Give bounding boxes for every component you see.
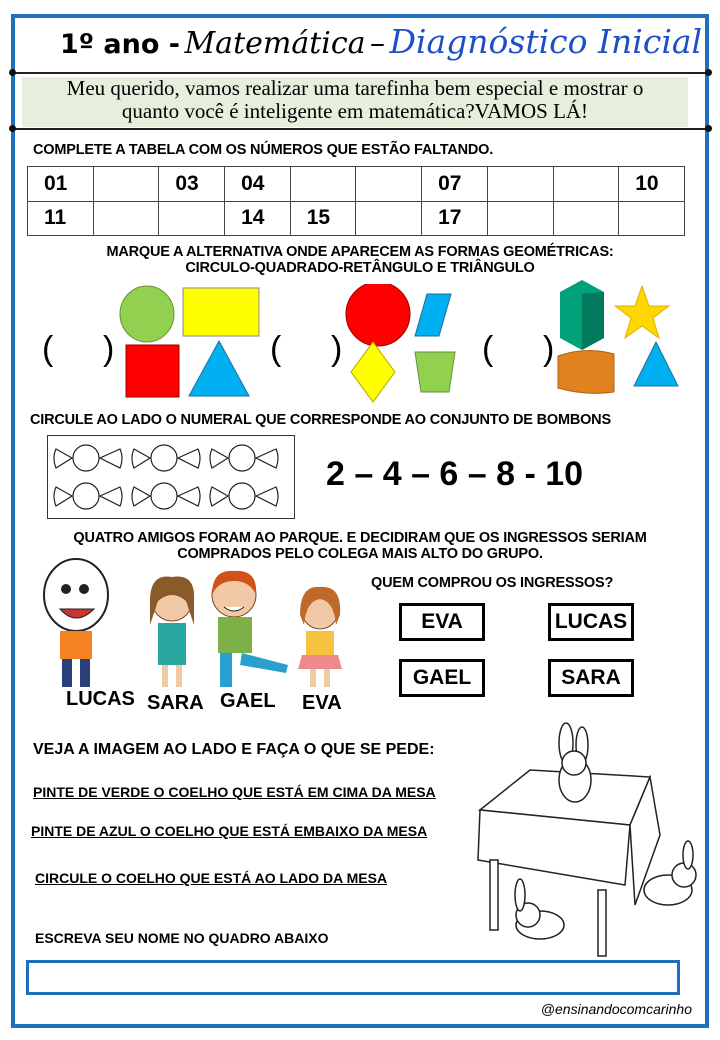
section4-line-2: COMPRADOS PELO COLEGA MAIS ALTO DO GRUPO. — [177, 546, 543, 562]
red-rectangle-icon — [126, 345, 179, 397]
rabbit-under-table-icon — [515, 879, 564, 939]
blue-triangle-icon — [189, 341, 249, 396]
intro-line-1: Meu querido, vamos realizar uma tarefinha bem especial e mostrar o — [66, 76, 644, 100]
table-cell-blank[interactable] — [93, 201, 159, 236]
section3-instruction: CIRCULE AO LADO O NUMERAL QUE CORRESPONDE AO CONJUNTO DE BOMBONS — [30, 412, 611, 428]
table-cell: 14 — [225, 201, 291, 236]
intro-line-2: quanto você é inteligente em matemática?VAMOS LÁ! — [121, 99, 589, 123]
table-cell-blank[interactable] — [356, 201, 422, 236]
section5-instruction: VEJA A IMAGEM AO LADO E FAÇA O QUE SE PEDE: — [33, 741, 435, 758]
answer-option-eva[interactable]: EVA — [399, 603, 485, 641]
option3-shapes — [556, 280, 684, 400]
option3-open-paren[interactable]: ( — [482, 330, 494, 368]
table-cell: 01 — [28, 167, 94, 202]
candy-icon — [54, 483, 122, 509]
question-label: QUEM COMPROU OS INGRESSOS? — [371, 575, 614, 591]
table-cell: 04 — [225, 167, 291, 202]
section4-line-1: QUATRO AMIGOS FORAM AO PARQUE. E DECIDIRAM QUE OS INGRESSOS SERIAM — [73, 530, 647, 546]
yellow-star-icon — [615, 286, 669, 338]
table-rabbits-illustration — [470, 715, 710, 960]
page-title — [60, 22, 703, 72]
candy-icon — [210, 483, 278, 509]
section2-line-2: CIRCULO-QUADRADO-RETÂNGULO E TRIÂNGULO — [185, 260, 535, 276]
answer-option-lucas[interactable]: LUCAS — [548, 603, 634, 641]
task-green: PINTE DE VERDE O COELHO QUE ESTÁ EM CIMA DA MESA — [33, 784, 436, 800]
table-cell: 07 — [422, 167, 488, 202]
kids-illustration — [38, 555, 358, 695]
task-circle: CIRCULE O COELHO QUE ESTÁ AO LADO DA MESA — [35, 870, 388, 886]
kid-name-eva: EVA — [302, 692, 342, 714]
blue-triangle-icon — [634, 342, 678, 386]
lucas-figure-icon — [44, 559, 108, 687]
candy-icon — [210, 445, 278, 471]
candy-icon — [132, 483, 200, 509]
table-cell-blank[interactable] — [487, 201, 553, 236]
candy-icons — [48, 436, 294, 518]
name-input-box[interactable] — [26, 960, 680, 995]
number-choices[interactable]: 2 – 4 – 6 – 8 - 10 — [326, 455, 584, 493]
section2-instruction — [0, 244, 720, 276]
option2-shapes — [345, 284, 470, 404]
option1-close-paren[interactable]: ) — [103, 330, 115, 368]
name-prompt: ESCREVA SEU NOME NO QUADRO ABAIXO — [35, 930, 329, 946]
table-cell: 03 — [159, 167, 225, 202]
divider-bottom — [12, 128, 709, 130]
blue-parallelogram-icon — [415, 294, 451, 336]
table-cell: 11 — [28, 201, 94, 236]
table-cell-blank[interactable] — [356, 167, 422, 202]
candy-icon — [54, 445, 122, 471]
table-cell-blank[interactable] — [553, 167, 619, 202]
candy-set — [47, 435, 295, 519]
divider-dot — [705, 125, 712, 132]
task-blue: PINTE DE AZUL O COELHO QUE ESTÁ EMBAIXO DA MESA — [31, 823, 428, 839]
intro-text — [22, 77, 688, 127]
green-ellipse-icon — [120, 286, 174, 342]
section2-line-1: MARQUE A ALTERNATIVA ONDE APARECEM AS FORMAS GEOMÉTRICAS: — [106, 244, 614, 260]
table-cell-blank[interactable] — [93, 167, 159, 202]
table-cell-blank[interactable] — [619, 201, 685, 236]
divider-dot — [705, 69, 712, 76]
option2-open-paren[interactable]: ( — [270, 330, 282, 368]
divider-top — [12, 72, 709, 74]
table-cell: 10 — [619, 167, 685, 202]
option1-open-paren[interactable]: ( — [42, 330, 54, 368]
divider-dot — [9, 69, 16, 76]
title-dash: – — [370, 26, 386, 61]
kid-name-sara: SARA — [147, 692, 204, 714]
answer-option-gael[interactable]: GAEL — [399, 659, 485, 697]
table-cell-blank[interactable] — [553, 201, 619, 236]
option3-close-paren[interactable]: ) — [543, 330, 555, 368]
orange-cylinder-icon — [558, 350, 614, 393]
subject-label: Matemática — [184, 26, 366, 61]
eva-figure-icon — [298, 587, 342, 687]
answer-option-sara[interactable]: SARA — [548, 659, 634, 697]
rabbit-on-table-icon — [559, 723, 591, 802]
table-cell: 15 — [290, 201, 356, 236]
credit-handle: @ensinandocomcarinho — [540, 1001, 692, 1017]
option1-shapes — [115, 284, 265, 399]
number-table — [27, 166, 685, 236]
table-cell-blank[interactable] — [487, 167, 553, 202]
table-cell: 17 — [422, 201, 488, 236]
table-cell-blank[interactable] — [290, 167, 356, 202]
section1-instruction: COMPLETE A TABELA COM OS NÚMEROS QUE ESTÃO FALTANDO. — [33, 142, 494, 158]
table-row — [28, 167, 685, 202]
table-cell-blank[interactable] — [159, 201, 225, 236]
assessment-label: Diagnóstico Inicial — [389, 22, 703, 61]
divider-dot — [9, 125, 16, 132]
green-trapezoid-icon — [415, 352, 455, 392]
table-row — [28, 201, 685, 236]
grade-label: 1º ano - — [60, 29, 181, 60]
sara-figure-icon — [150, 577, 194, 688]
red-circle-icon — [346, 284, 410, 346]
kid-name-lucas: LUCAS — [66, 688, 135, 710]
yellow-rhombus-icon — [351, 342, 395, 402]
candy-icon — [132, 445, 200, 471]
yellow-rectangle-icon — [183, 288, 259, 336]
kid-name-gael: GAEL — [220, 690, 276, 712]
gael-figure-icon — [212, 571, 288, 687]
option2-close-paren[interactable]: ) — [331, 330, 343, 368]
